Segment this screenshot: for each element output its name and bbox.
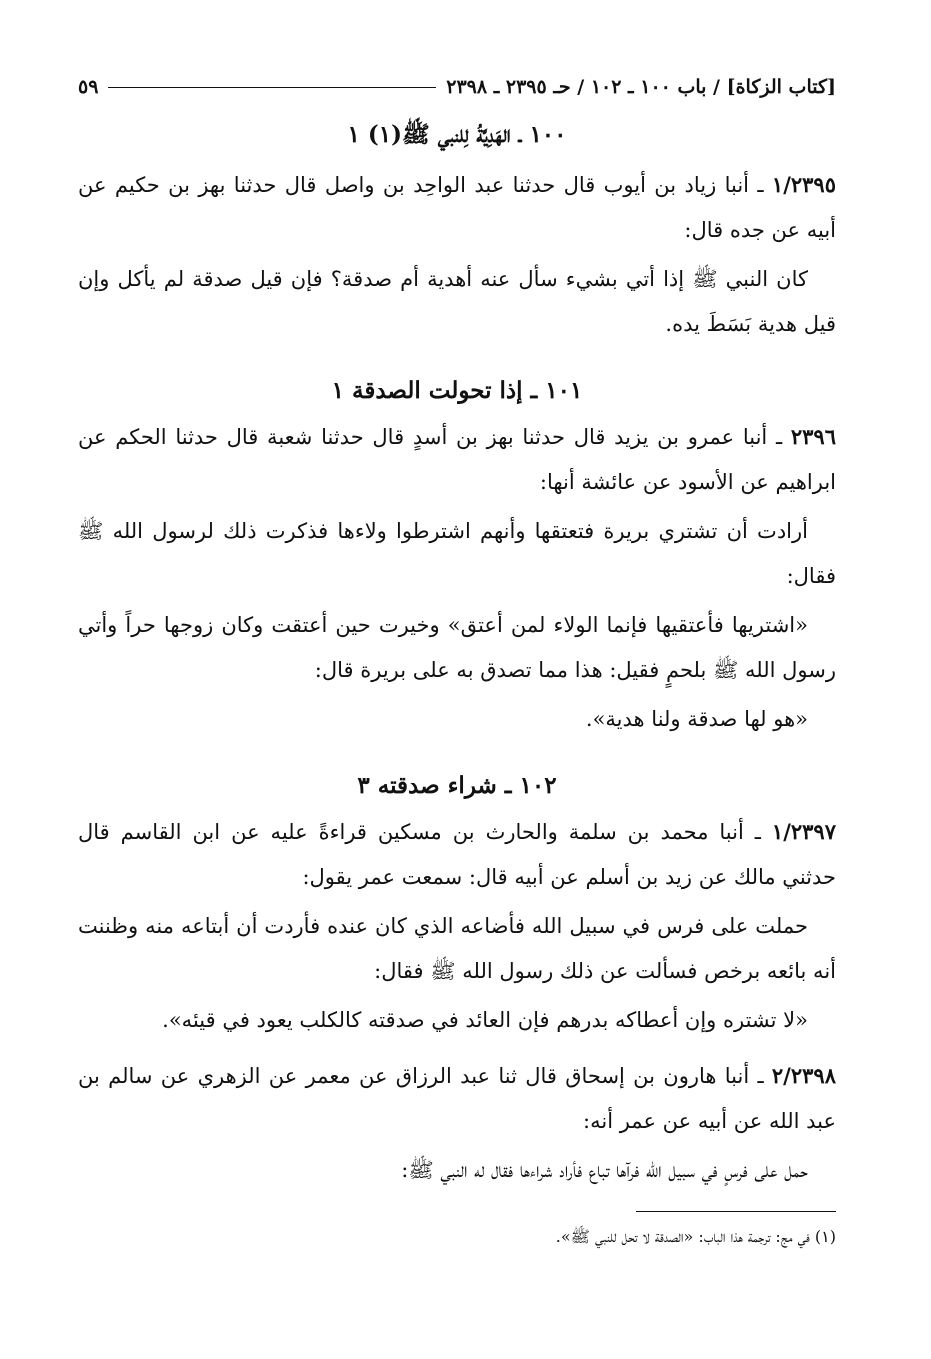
hadith-number: ٢/٢٣٩٨	[771, 1063, 836, 1088]
hadith-2398-matn: حمل على فرسٍ في سبيل الله فرآها تباع فأراد شراءها فقال له النبي ﷺ:	[401, 1158, 808, 1182]
chapter-heading-101: ١٠١ ـ إذا تحولت الصدقة ١	[331, 377, 583, 404]
chapter-heading-102: ١٠٢ ـ شراء صدقته ٣	[357, 772, 557, 799]
hadith-isnad-text: ـ أنبا عمرو بن يزيد قال حدثنا بهز بن أسدٍ قال حدثنا شعبة قال حدثنا الحكم عن ابراهيم عن الأسود عن عائشة أنها:	[78, 425, 836, 494]
chapter-heading-100: ١٠٠ ـ الهَدِيَّةُ لِلنبي ﷺ(١) ١	[347, 121, 567, 148]
hadith-2397-matn-2: «لا تشتره وإن أعطاكه بدرهم فإن العائد في صدقته كالكلب يعود في قيئه».	[162, 1008, 808, 1032]
page	[78, 68, 836, 1338]
hadith-2395-isnad	[78, 162, 836, 253]
hadith-2396-matn-3: «هو لها صدقة ولنا هدية».	[585, 707, 808, 731]
hadith-2396-matn-1: أرادت أن تشتري بريرة فتعتقها وأنهم اشترطوا ولاءها فذكرت ذلك لرسول الله ﷺ فقال:	[78, 519, 836, 588]
header-title: [كتاب الزكاة] / باب ١٠٠ ـ ١٠٢ / حـ ٢٣٩٥ ـ ٢٣٩٨	[446, 76, 836, 98]
hadith-number: ٢٣٩٦	[790, 424, 836, 449]
footnote: (١) في مج: ترجمة هذا الباب: «الصدقة لا تحل للنبي ﷺ».	[555, 1227, 836, 1246]
hadith-number: ١/٢٣٩٧	[771, 819, 836, 844]
hadith-isnad-text: ـ أنبا هارون بن إسحاق قال ثنا عبد الرزاق عن معمر عن الزهري عن سالم بن عبد الله عن أبيه عن عمر أنه:	[78, 1064, 836, 1133]
header-rule	[108, 87, 436, 88]
hadith-2398-isnad	[78, 1053, 836, 1144]
footnote-rule	[636, 1211, 836, 1212]
hadith-isnad-text: ـ أنبا زياد بن أيوب قال حدثنا عبد الواحِد بن واصل قال حدثنا بهز بن حكيم عن أبيه عن جده قال:	[78, 173, 836, 242]
hadith-2396-isnad	[78, 414, 836, 505]
running-header	[78, 68, 836, 106]
hadith-2395-matn: كان النبي ﷺ إذا أتي بشيء سأل عنه أهدية أم صدقة؟ فإن قيل صدقة لم يأكل وإن قيل هدية بَسَطَ يده.	[78, 267, 836, 336]
hadith-2396-matn-2: «اشتريها فأعتقيها فإنما الولاء لمن أعتق» وخيرت حين أعتقت وكان زوجها حراً وأتي رسول الله ﷺ بلحمٍ فقيل: هذا مما تصدق به على بريرة قال:	[78, 613, 836, 682]
hadith-number: ١/٢٣٩٥	[771, 172, 836, 197]
hadith-2397-matn-1: حملت على فرس في سبيل الله فأضاعه الذي كان عنده فأردت أن أبتاعه منه وظننت أنه بائعه برخص فسألت عن ذلك رسول الله ﷺ فقال:	[78, 914, 836, 983]
hadith-2397-isnad	[78, 809, 836, 900]
hadith-isnad-text: ـ أنبا محمد بن سلمة والحارث بن مسكين قراءةً عليه عن ابن القاسم قال حدثني مالك عن زيد بن أسلم عن أبيه قال: سمعت عمر يقول:	[78, 820, 836, 889]
page-number: ٥٩	[78, 76, 99, 98]
